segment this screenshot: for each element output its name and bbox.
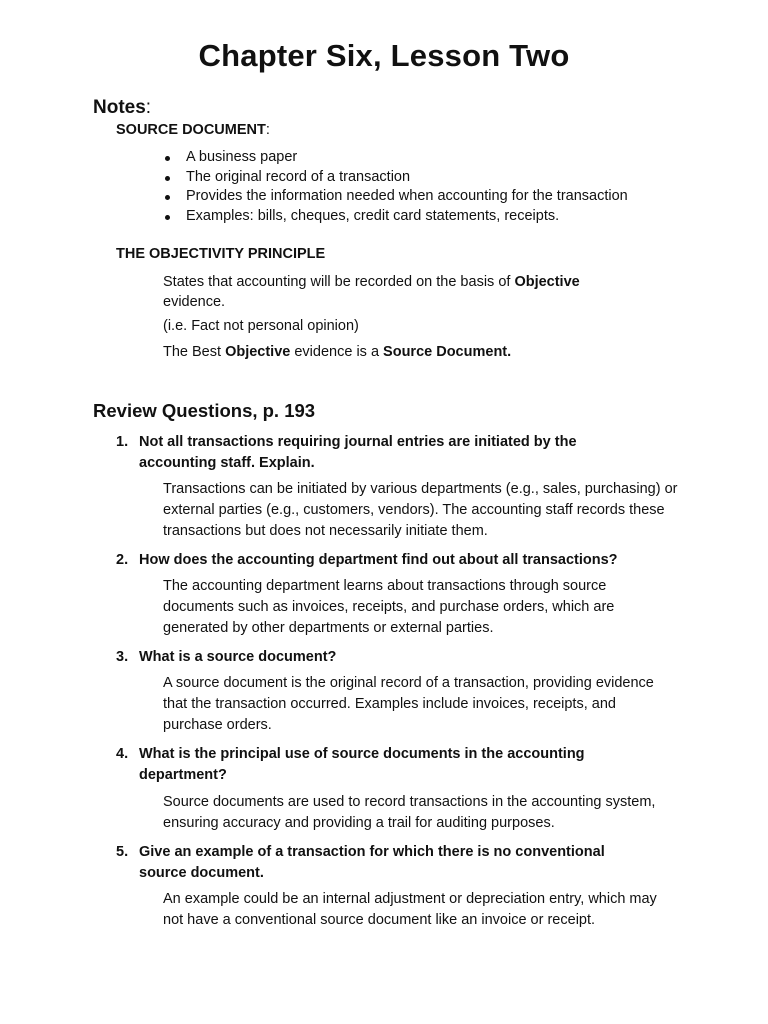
page-title: Chapter Six, Lesson Two — [198, 38, 570, 73]
bullet-item: A business paper — [163, 148, 628, 168]
source-document-label-text: SOURCE DOCUMENT — [116, 122, 266, 138]
answer-4: Source documents are used to record transactions in the accounting system, ensuring accuracy and providing a trail for auditing purposes. — [163, 794, 656, 831]
notes-heading: Notes: — [93, 97, 152, 118]
answer-1: Transactions can be initiated by various departments (e.g., sales, purchasing) or external parties (e.g., customers, vendors). The accounting staff records these transactions but does not necessarily initiate them. — [163, 481, 678, 539]
best-evidence-text-a: The Best — [163, 344, 226, 360]
source-document-label: SOURCE DOCUMENT: — [116, 122, 270, 138]
objectivity-line1-cont: evidence. — [163, 294, 226, 310]
question-text: What is a source document? — [139, 649, 337, 665]
review-questions-heading: Review Questions, p. 193 — [93, 400, 316, 421]
question-text: What is the principal use of source documents in the accounting department? — [139, 746, 585, 783]
objectivity-definition — [163, 272, 683, 312]
notes-heading-text: Notes — [93, 97, 146, 118]
bullet-item: The original record of a transaction — [163, 168, 628, 188]
question-number: 5. — [116, 844, 129, 860]
question-2 — [116, 550, 646, 571]
question-5 — [116, 842, 646, 884]
answer-5: An example could be an internal adjustment or depreciation entry, which may not have a conventional source document like an invoice or receipt. — [163, 891, 657, 928]
source-document-bullets — [163, 148, 628, 226]
question-text: How does the accounting department find out about all transactions? — [139, 552, 618, 568]
question-number: 2. — [116, 552, 129, 568]
question-text: Give an example of a transaction for which there is no conventional source document. — [139, 844, 605, 881]
objectivity-best-evidence — [163, 342, 683, 362]
bullet-item: Examples: bills, cheques, credit card statements, receipts. — [163, 207, 628, 227]
answer-3: A source document is the original record of a transaction, providing evidence that the transaction occurred. Examples include invoices, receipts, and purchase orders. — [163, 675, 654, 733]
question-3 — [116, 647, 646, 668]
best-evidence-bold-a: Objective — [225, 344, 291, 360]
bullet-item: Provides the information needed when accounting for the transaction — [163, 187, 628, 207]
objectivity-principle-label: THE OBJECTIVITY PRINCIPLE — [116, 246, 326, 262]
answer-2: The accounting department learns about transactions through source documents such as invoices, receipts, and purchase orders, which are generated by other departments or external parties. — [163, 578, 615, 636]
best-evidence-bold-b: Source Document. — [383, 344, 512, 360]
question-4 — [116, 744, 646, 786]
question-number: 4. — [116, 746, 129, 762]
objectivity-line1-text: States that accounting will be recorded on the basis of — [163, 274, 515, 290]
objectivity-line1-bold: Objective — [514, 274, 580, 290]
question-number: 3. — [116, 649, 129, 665]
question-number: 1. — [116, 434, 129, 450]
question-text: Not all transactions requiring journal entries are initiated by the accounting staff. Explain. — [139, 434, 577, 471]
best-evidence-text-b: evidence is a — [290, 344, 384, 360]
objectivity-clarification: (i.e. Fact not personal opinion) — [163, 318, 359, 334]
question-1 — [116, 432, 646, 474]
